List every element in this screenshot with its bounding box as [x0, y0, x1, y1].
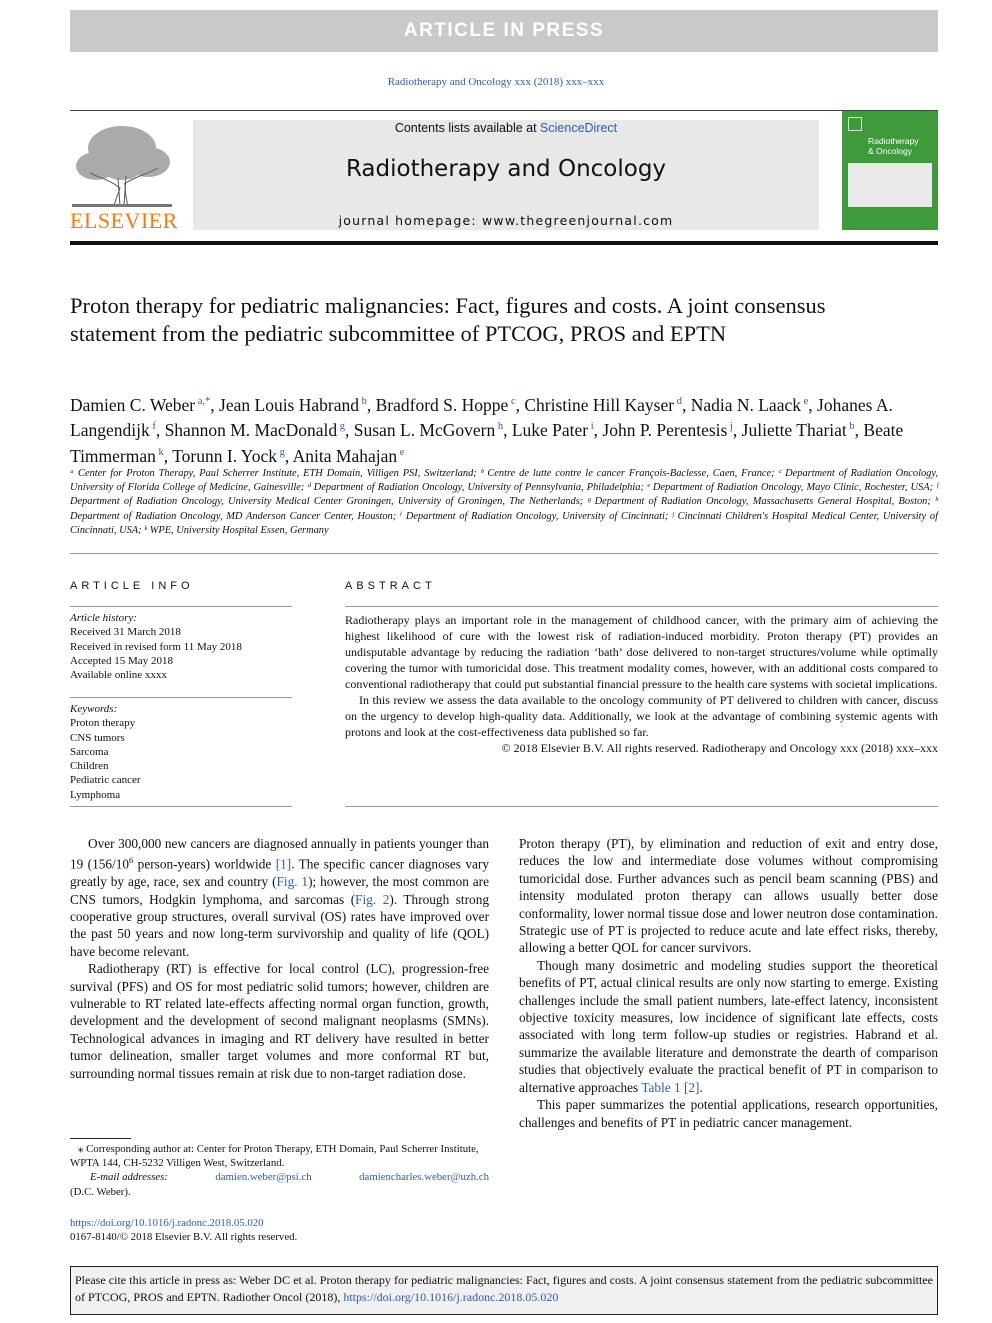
keyword: Proton therapy — [70, 717, 136, 730]
corresponding-author: ⁎ Corresponding author at: Center for Proton Therapy, ETH Domain, Paul Scherrer Institute, WPTA 144, CH-5232 Villigen West, Switzerland. — [70, 1143, 479, 1170]
keyword: Lymphoma — [70, 788, 121, 801]
author-name[interactable]: Shannon M. MacDonald — [164, 420, 338, 441]
author-affiliation-marker[interactable]: e — [397, 446, 405, 458]
body-right-column — [519, 835, 938, 1131]
author-affiliation-marker[interactable]: f — [149, 421, 156, 433]
author-affiliation-marker[interactable]: g — [337, 421, 346, 433]
author-affiliation-marker[interactable]: d — [674, 396, 682, 407]
author-name[interactable]: Christine Hill Kayser — [524, 394, 675, 415]
keyword: Children — [70, 760, 109, 773]
author-affiliation-marker[interactable]: k — [155, 446, 164, 458]
keywords-rule — [70, 697, 292, 698]
author-affiliation-marker[interactable]: b — [846, 421, 855, 433]
received-date: Received 31 March 2018 — [70, 626, 181, 639]
fig-1-link[interactable]: Fig. 1 — [276, 874, 309, 890]
author-affiliation-marker[interactable]: b — [359, 396, 367, 407]
body-paragraph: Though many dosimetric and modeling studies support the theoretical benefits of PT, actual clinical results are only now starting to emerge. Existing challenges include the small patient numbers, late-effect latency, inconsistent objective toxicity measures, low incidence of significant late effects, costs associated with long term follow-up studies or registries. Habrand et al. summarize the available literature and demonstrate the dearth of comparison studies that objectively evaluate the practical benefit of PT in comparison to alternative approaches Table 1 [2]. — [519, 957, 938, 1095]
cover-title: Radiotherapy & Oncology — [868, 136, 919, 156]
author-name[interactable]: Bradford S. Hoppe — [375, 394, 509, 415]
header-bottom-rule — [70, 241, 938, 245]
author-name[interactable]: Beate Timmerman — [70, 420, 904, 466]
info-bottom-rule — [70, 806, 292, 807]
affiliation-rule — [70, 553, 938, 554]
email-1-link[interactable]: damien.weber@psi.ch — [215, 1171, 312, 1184]
author-affiliation-marker[interactable]: a,* — [195, 396, 211, 407]
sciencedirect-link[interactable]: ScienceDirect — [540, 121, 618, 135]
body-left-column — [70, 835, 489, 1082]
email-2-link[interactable]: damiencharles.weber@uzh.ch — [359, 1171, 489, 1184]
table-1-link[interactable]: Table 1 — [641, 1079, 681, 1095]
body-paragraph: This paper summarizes the potential applications, research opportunities, challenges and benefits of PT in pediatric cancer management. — [519, 1097, 938, 1130]
keyword: CNS tumors — [70, 731, 125, 744]
cite-text: Please cite this article in press as: Weber DC et al. Proton therapy for pediatric malignancies: Fact, figures and costs. A joint consensus statement from the pediatric subcommittee of PTCOG, PROS and EPTN. Radiother Oncol (2018), — [75, 1273, 933, 1304]
elsevier-wordmark: ELSEVIER — [70, 208, 178, 233]
keywords — [70, 702, 292, 802]
contents-prefix: Contents lists available at — [394, 121, 541, 135]
abstract-paragraph: In this review we assess the data available to the oncology community of PT delivered to children with cancer, discuss on the urgency to develop high-quality data. Additionally, we look at the advantage of combining systemic agents with protons and look at the cost-effectiveness data published so far. — [345, 693, 938, 739]
abstract-paragraph: Radiotherapy plays an important role in the management of childhood cancer, with the primary aim of achieving the highest likelihood of cure with the lowest risk of radiation-induced morbidity. Proton therapy (PT) provides an undisputable advantage by reducing the radiation ‘bath’ dose delivered to non-target structures/volume while optimally covering the tumor with tumoricidal dose. This treatment modality comes, however, with an additional costs compared to conventional radiotherapy that could put substantial financial pressure to the health care systems with societal implications. — [345, 613, 938, 691]
email-label: E-mail addresses: — [90, 1171, 168, 1184]
keywords-label: Keywords: — [70, 703, 118, 715]
author-name[interactable]: Anita Mahajan — [292, 445, 398, 466]
keyword: Sarcoma — [70, 745, 109, 758]
body-paragraph: Over 300,000 new cancers are diagnosed annually in patients younger than 19 ($156/10^6$ person-years) worldwide [1]. The specific cancer diagnoses vary greatly by age, race, sex and country (Fig. 1); however, the most common are CNS tumors, Hodgkin lymphoma, and sarcomas (Fig. 2). Through strong cooperative group structures, overall survival (OS) rates have improved over the past 50 years and now long-term survivorship and quality of life (QOL) have become relevant. — [70, 836, 489, 959]
online-date: Available online xxxx — [70, 669, 167, 682]
article-in-press-banner: ARTICLE IN PRESS — [70, 10, 938, 52]
author-name[interactable]: Jean Louis Habrand — [219, 394, 359, 415]
journal-homepage[interactable]: journal homepage: www.thegreenjournal.com — [338, 213, 674, 228]
abstract-copyright: © 2018 Elsevier B.V. All rights reserved. Radiotherapy and Oncology xxx (2018) xxx–xxx — [501, 741, 938, 755]
cover-logo-square — [848, 117, 862, 131]
cover-content-panel — [848, 163, 932, 207]
author-affiliation-marker[interactable]: c — [508, 396, 516, 407]
cite-box — [70, 1266, 938, 1315]
author-affiliation-marker[interactable]: i — [588, 421, 594, 433]
author-affiliation-marker[interactable]: j — [727, 421, 733, 433]
contents-line — [193, 121, 819, 135]
author-affiliation-marker[interactable]: h — [495, 421, 504, 433]
header-top-rule — [70, 110, 938, 111]
fig-2-link[interactable]: Fig. 2 — [355, 891, 390, 907]
cite-doi-link[interactable]: https://doi.org/10.1016/j.radonc.2018.05.020 — [343, 1289, 559, 1304]
doi-block — [70, 1216, 297, 1244]
author-name[interactable]: Johanes A. Langendijk — [70, 394, 893, 441]
keyword: Pediatric cancer — [70, 774, 141, 787]
abstract-heading: ABSTRACT — [345, 580, 436, 592]
doi-link[interactable]: https://doi.org/10.1016/j.radonc.2018.05.020 — [70, 1217, 264, 1229]
footnote-rule — [70, 1138, 131, 1139]
abstract-rule — [345, 606, 938, 607]
affiliations: ᵃ Center for Proton Therapy, Paul Scherrer Institute, ETH Domain, Villigen PSI, Switzerland; ᵇ Centre de lutte contre le cancer François-Baclesse, Caen, France; ᶜ Department of Radiation Oncology, University of Florida College of Medicine, Gainesville; ᵈ Department of Radiation Oncology, University of Pennsylvania, Philadelphia; ᵉ Department of Radiation Oncology, Mayo Clinic, Rochester, USA; ᶠ Department of Radiation Oncology, University Medical Center Groningen, University of Groningen, The Netherlands; ᵍ Department of Radiation Oncology, Massachusetts General Hospital, Boston; ʰ Department of Radiation Oncology, MD Anderson Cancer Center, Houston; ⁱ Department of Radiation Oncology, University of Cincinnati; ʲ Cincinnati Children's Hospital Medical Center, University of Cincinnati, USA; ᵏ WPE, University Hospital Essen, Germany — [70, 468, 938, 536]
journal-reference-link[interactable]: Radiotherapy and Oncology xxx (2018) xxx–xxx — [387, 76, 605, 88]
journal-cover-thumbnail[interactable] — [842, 111, 938, 230]
accepted-date: Accepted 15 May 2018 — [70, 654, 173, 667]
issn-line: 0167-8140/© 2018 Elsevier B.V. All rights reserved. — [70, 1231, 298, 1244]
journal-title: Radiotherapy and Oncology — [345, 156, 667, 182]
article-info-rule — [70, 606, 292, 607]
author-name[interactable]: Torunn I. Yock — [172, 445, 277, 466]
author-list: Damien C. Weber $^{a,*}$, Jean Louis Habrand $^b$, Bradford S. Hoppe $^c$, Christine Hill Kayser $^d$, Nadia N. Laack $^e$, Johanes A. Langendijk $^f$, Shannon M. MacDonald $^g$, Susan L. McGovern $^h$, Luke Pater $^i$, John P. Perentesis $^j$, Juliette Thariat $^b$, Beate Timmerman $^k$, Torunn I. Yock $^g$, Anita Mahajan $^e$ — [70, 394, 904, 466]
article-title: Proton therapy for pediatric malignancies: Fact, figures and costs. A joint consensus statement from the pediatric subcommittee of PTCOG, PROS and EPTN — [70, 293, 826, 346]
author-name[interactable]: Damien C. Weber — [70, 394, 196, 415]
email-owner: (D.C. Weber). — [70, 1185, 131, 1198]
author-name[interactable]: Nadia N. Laack — [690, 394, 801, 415]
article-info-heading: ARTICLE INFO — [70, 580, 194, 592]
body-paragraph: Proton therapy (PT), by elimination and reduction of exit and entry dose, reduces the low and intermediate dose volumes without compromising tumoricidal dose. Further advances such as pencil beam scanning (PBS) and intensity modulated proton therapy can allows usually better dose conformality, lower normal tissue dose and lower neutron dose contamination. Strategic use of PT is projected to reduce acute and late effect risks, thereby, allowing a better QOL for cancer survivors. — [519, 836, 938, 956]
abstract-bottom-rule — [345, 806, 938, 807]
ref-2-link[interactable]: [2] — [683, 1079, 700, 1095]
author-name[interactable]: John P. Perentesis — [602, 420, 728, 441]
article-history — [70, 611, 292, 682]
author-name[interactable]: Susan L. McGovern — [353, 420, 496, 441]
revised-date: Received in revised form 11 May 2018 — [70, 640, 242, 653]
author-affiliation-marker[interactable]: g — [276, 446, 285, 458]
body-paragraph: Radiotherapy (RT) is effective for local control (LC), progression-free survival (PFS) and OS for most pediatric solid tumors; however, children are vulnerable to RT related late-effects affecting normal organ function, growth, development and the development of second malignant neoplasms (SMNs). Technological advances in imaging and RT delivery have resulted in better tumor delineation, smaller target volumes and more conformal RT but, surrounding normal tissues remain at risk due to non-target radiation dose. — [70, 961, 489, 1081]
email-line — [70, 1170, 489, 1184]
author-name[interactable]: Juliette Thariat — [741, 420, 847, 441]
author-name[interactable]: Luke Pater — [511, 420, 589, 441]
author-affiliation-marker[interactable]: e — [800, 396, 809, 407]
ref-1-link[interactable]: [1] — [275, 856, 292, 872]
abstract-text — [345, 612, 938, 756]
corresponding-author-footnote — [70, 1142, 489, 1199]
history-label: Article history: — [70, 612, 137, 624]
